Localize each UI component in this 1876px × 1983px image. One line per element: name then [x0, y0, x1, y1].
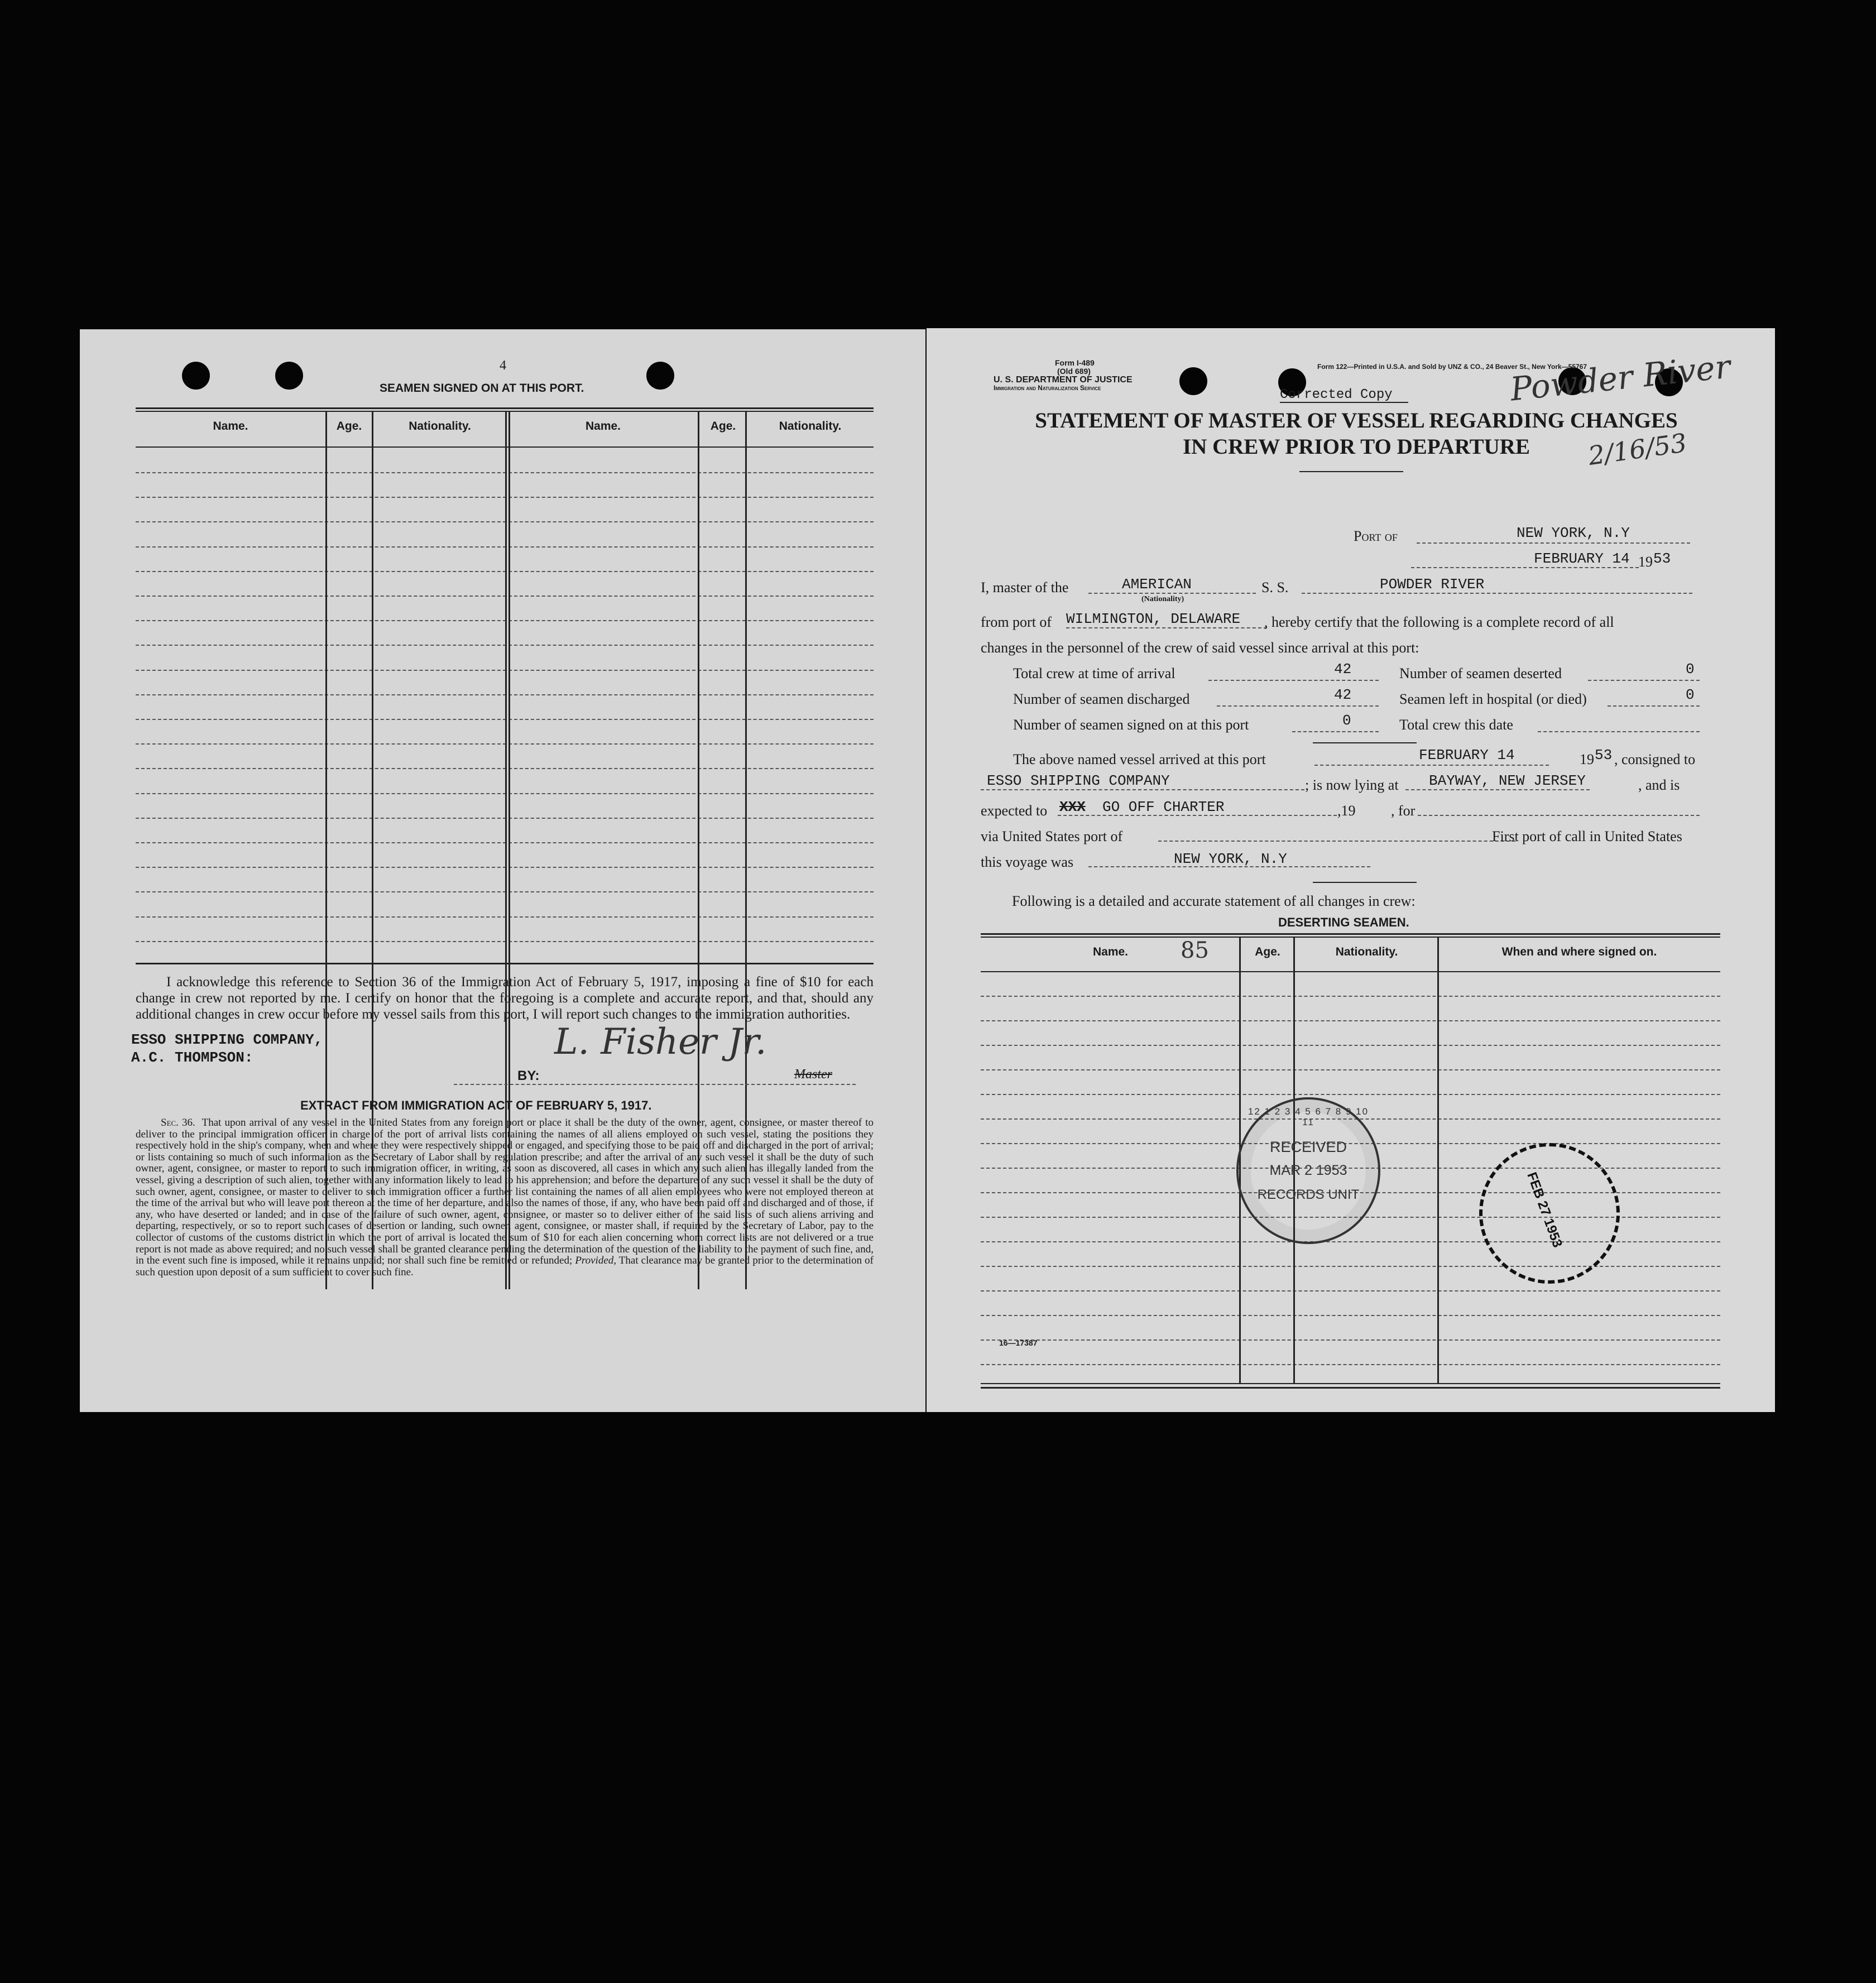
signed-on-value: 0: [1342, 712, 1351, 729]
agent-name: A.C. THOMPSON:: [131, 1049, 253, 1066]
table-row-line: [981, 1339, 1720, 1341]
year-prefix: 19: [1638, 554, 1653, 570]
and-is-label: , and is: [1638, 777, 1680, 793]
column-header: Nationality.: [409, 420, 471, 433]
ss-label: S. S.: [1261, 579, 1289, 596]
column-header: When and where signed on.: [1501, 945, 1657, 958]
punch-hole: [182, 362, 210, 390]
following-text: Following is a detailed and accurate statement of all changes in crew:: [1012, 893, 1416, 909]
discharged-label: Number of seamen discharged: [1013, 691, 1190, 707]
table-row-line: [136, 891, 874, 892]
master-of-label: I, master of the: [981, 579, 1069, 596]
lying-value: BAYWAY, NEW JERSEY: [1429, 772, 1586, 789]
form-number: Form I-489: [1055, 358, 1095, 367]
arrived-date: FEBRUARY 14: [1419, 747, 1515, 764]
from-port-label: from port of: [981, 614, 1052, 630]
total-crew-arrival-label: Total crew at time of arrival: [1013, 665, 1176, 681]
table-row-line: [981, 1020, 1720, 1021]
column-header: Name.: [585, 420, 621, 433]
ship-name: POWDER RIVER: [1380, 576, 1485, 593]
certify-text: , hereby certify that the following is a complete record of all: [1264, 614, 1614, 630]
by-label: BY:: [517, 1068, 540, 1083]
left-page: [80, 329, 925, 1412]
deserting-seamen-title: DESERTING SEAMEN.: [1278, 915, 1409, 929]
department: U. S. DEPARTMENT OF JUSTICE: [994, 375, 1133, 385]
deserted-value: 0: [1686, 661, 1695, 678]
discharged-value: 42: [1334, 686, 1352, 703]
table-row-line: [136, 472, 874, 473]
arrived-year-prefix: 19: [1580, 751, 1594, 767]
printer-note: Form 122—Printed in U.S.A. and Sold by UNZ & CO., 24 Beaver St., New York—55767: [1317, 363, 1587, 371]
table-row-line: [136, 719, 874, 720]
first-port-label: First port of call in United States: [1492, 828, 1682, 844]
voyage-value: NEW YORK, N.Y: [1174, 851, 1287, 867]
expected-label: expected to: [981, 803, 1048, 819]
table-row-line: [981, 996, 1720, 997]
consigned-label: , consigned to: [1614, 751, 1696, 767]
company-name: ESSO SHIPPING COMPANY,: [131, 1031, 323, 1048]
table-row-line: [981, 1045, 1720, 1046]
extract-text: Sec. 36. That upon arrival of any vessel in the United States from any foreign port or place it shall be the duty of the owner, agent, consignee, or master thereof to deliver to the principal immigration officer in charge of the port of arrival lists containing the names of all aliens employed on such vessel, stating the positions they respectively hold in the ship's company, when and where they were respectively shipped or engaged, and specifying those to be paid off and discharged in the port of arrival; or lists containing so much of such information as the Secretary of Labor shall by regulation prescribe; and after the arrival of any such vessel it shall be the duty of such owner, agent, consignee, or master to report to such immigration officer, in writing, as soon as discovered, all cases in which any such alien has illegally landed from the vessel, giving a description of such alien, together with any information likely to lead to his apprehension; and before the departure of any such vessel it shall be the duty of such owner, agent, consignee, or master to deliver to such immigration officer a further list containing the names of all alien employees who were not employed thereon at the time of the arrival but who will leave port thereon at the time of her departure, and also the names of those, if any, who have been paid off and discharged and of those, if any, who have deserted or landed; and in case of the failure of such owner, agent, consignee, or master so to deliver either of the said lists of such aliens arriving and departing, respectively, or so to report such cases of desertion or landing, such owner, agent, consignee, or master shall, if required by the Secretary of Labor, pay to the collector of customs of the customs district in which the port of arrival is located the sum of $10 for each alien concerning whom correct lists are not delivered or a true report is not made as above required; and no such vessel shall be granted clearance pending the determination of the question of the liability to the payment of such fine, and, in the event such fine is imposed, while it remains unpaid; nor shall such fine be remitted or refunded; Provided, That clearance may be granted prior to the determination of such question upon deposit of a sum sufficient to cover such fine.: [136, 1117, 874, 1278]
port-label: Port of: [1354, 528, 1398, 544]
expected-value: GO OFF CHARTER: [1102, 799, 1225, 815]
acknowledgment-text: I acknowledge this reference to Section 36 of the Immigration Act of February 5, 1917, imposing a fine of $10 for each change in crew not reported by me. I certify on honor that the foregoing is a complete and accurate report, and that, should any additional changes in crew occur before my vessel sails from this port, I will report such changes to the immigration authorities.: [136, 974, 874, 1022]
master-signature: L. Fisher Jr.: [554, 1021, 767, 1063]
table-row-line: [981, 1069, 1720, 1070]
column-header: Age.: [1255, 945, 1280, 958]
nationality-value: AMERICAN: [1122, 576, 1192, 593]
table-row-line: [136, 546, 874, 548]
table-row-line: [136, 818, 874, 819]
received-stamp-secondary: FEB 27 1953: [1479, 1143, 1620, 1284]
table-row-line: [136, 768, 874, 769]
master-label: Master: [794, 1067, 832, 1082]
table-row-line: [136, 596, 874, 597]
table-row-line: [981, 1315, 1720, 1316]
column-header: Name.: [1092, 945, 1129, 958]
year-value: 53: [1653, 550, 1671, 567]
corrected-copy: Corrected Copy: [1280, 387, 1393, 402]
table-row-line: [136, 497, 874, 498]
table-row-line: [136, 842, 874, 843]
for-label: , for: [1391, 803, 1416, 819]
total-crew-arrival-value: 42: [1334, 661, 1352, 678]
total-crew-date-label: Total crew this date: [1399, 717, 1513, 733]
table-row-line: [136, 620, 874, 621]
handwritten-vessel-name: Powder River: [1508, 347, 1733, 409]
form-old-number: (Old 689): [1057, 367, 1091, 376]
punch-hole: [275, 362, 303, 390]
column-header: Nationality.: [1335, 945, 1398, 958]
lying-label: ; is now lying at: [1305, 777, 1399, 793]
hospital-value: 0: [1686, 686, 1695, 703]
expected-struck: XXX: [1059, 799, 1086, 815]
table-row-line: [981, 1094, 1720, 1095]
changes-text: changes in the personnel of the crew of said vessel since arrival at this port:: [981, 640, 1419, 656]
hospital-label: Seamen left in hospital (or died): [1399, 691, 1587, 707]
table-row-line: [981, 1266, 1720, 1267]
deserted-label: Number of seamen deserted: [1399, 665, 1562, 681]
voyage-label: this voyage was: [981, 854, 1074, 870]
table-row-line: [136, 867, 874, 868]
received-stamp: 12 1 2 3 4 5 6 7 8 9 10 11 RECEIVED MAR 2 1953 RECORDS UNIT: [1236, 1097, 1380, 1244]
punch-hole: [1179, 367, 1207, 395]
page-number: 4: [500, 358, 506, 373]
section-title: SEAMEN SIGNED ON AT THIS PORT.: [380, 382, 584, 395]
table-row-line: [136, 521, 874, 522]
form-title: STATEMENT OF MASTER OF VESSEL REGARDING CHANGES IN CREW PRIOR TO DEPARTURE: [1035, 409, 1678, 459]
column-header: Name.: [213, 420, 248, 433]
handwritten-date: 2/16/53: [1586, 427, 1689, 472]
column-header: Age.: [336, 420, 362, 433]
port-value: NEW YORK, N.Y: [1517, 525, 1630, 541]
column-header: Nationality.: [779, 420, 842, 433]
table-row-line: [981, 1364, 1720, 1365]
consignee: ESSO SHIPPING COMPANY: [987, 772, 1170, 789]
expected-year: ,19: [1337, 803, 1356, 819]
table-row-line: [136, 571, 874, 572]
table-row-line: [136, 916, 874, 918]
table-row-line: [981, 1290, 1720, 1291]
from-port-value: WILMINGTON, DELAWARE: [1066, 611, 1241, 627]
signed-on-label: Number of seamen signed on at this port: [1013, 717, 1249, 733]
extract-title: EXTRACT FROM IMMIGRATION ACT OF FEBRUARY 5, 1917.: [300, 1098, 652, 1112]
via-label: via United States port of: [981, 828, 1123, 844]
right-page: [927, 328, 1775, 1412]
table-row-line: [136, 793, 874, 794]
column-header: Age.: [710, 420, 736, 433]
arrived-year: 53: [1595, 747, 1613, 764]
nationality-caption: (Nationality): [1141, 595, 1184, 603]
table-row-line: [136, 670, 874, 671]
table-row-line: [136, 645, 874, 646]
table-row-line: [136, 694, 874, 695]
footer-code: 16—17387: [999, 1338, 1038, 1347]
handwritten-count: 85: [1181, 938, 1209, 963]
punch-hole: [646, 362, 674, 390]
date-value: FEBRUARY 14: [1534, 550, 1630, 567]
arrived-label: The above named vessel arrived at this port: [1013, 751, 1266, 767]
service: Immigration and Naturalization Service: [994, 384, 1101, 392]
table-row-line: [136, 743, 874, 745]
table-row-line: [136, 941, 874, 942]
